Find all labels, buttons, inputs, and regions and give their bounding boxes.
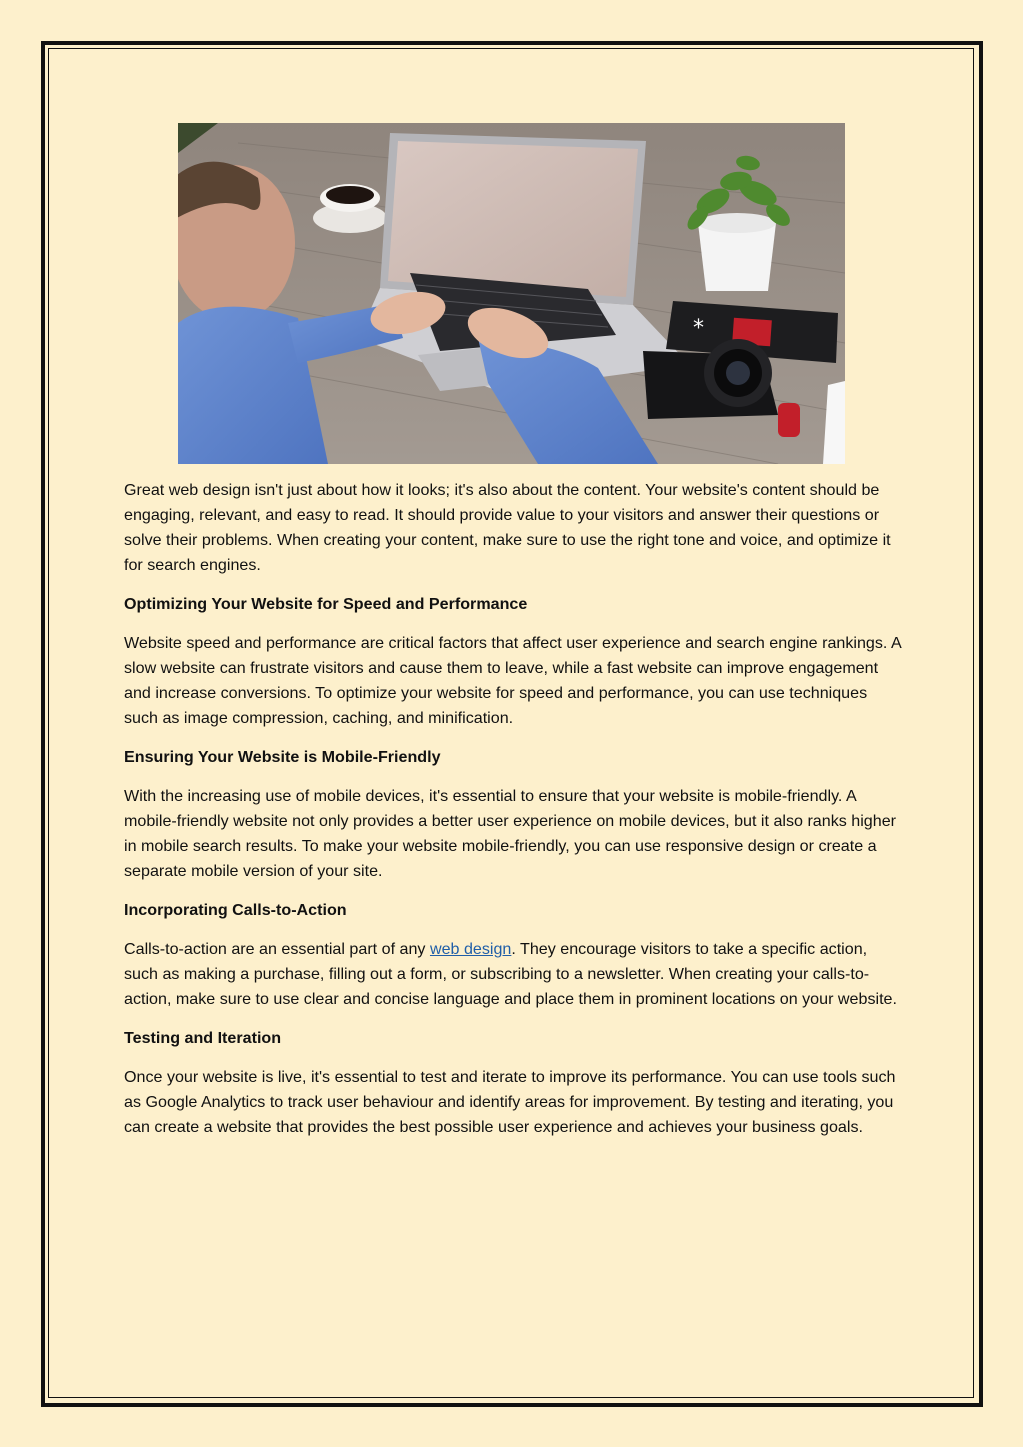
svg-text:*: * [693,316,704,341]
heading-testing-iteration: Testing and Iteration [124,1029,282,1047]
paragraph-speed-performance: Website speed and performance are critical factors that affect user experience and search engine rankings. A slow website can frustrate visitors and cause them to leave, while a fast website can improve engagement and increase conversions. To optimize your website for speed and performance, you can use techniques such as image compression, caching, and minification. [124,634,901,727]
cta-text-before: Calls-to-action are an essential part of any [124,940,430,958]
heading-calls-to-action: Incorporating Calls-to-Action [124,901,347,919]
web-design-link[interactable]: web design [429,940,512,958]
paragraph-mobile-friendly: With the increasing use of mobile devices, it's essential to ensure that your website is mobile-friendly. A mobile-friendly website not only provides a better user experience on mobile devices, but it also ranks higher in mobile search results. To make your website mobile-friendly, you can use responsive design or create a separate mobile version of your site. [124,787,897,880]
heading-speed-performance: Optimizing Your Website for Speed and Performance [124,595,528,613]
heading-mobile-friendly: Ensuring Your Website is Mobile-Friendly [124,748,441,766]
laptop-desk-photo-icon [178,123,845,464]
intro-paragraph: Great web design isn't just about how it looks; it's also about the content. Your website's content should be engaging, relevant, and easy to read. It should provide value to your visitors and answer their questions or solve their problems. When creating your content, make sure to use the right tone and voice, and optimize it for search engines. [124,481,891,574]
hero-image [178,123,845,464]
paragraph-testing-iteration: Once your website is live, it's essential to test and iterate to improve its performance. You can use tools such as Google Analytics to track user behaviour and identify areas for improvement. By testing and iterating, you can create a website that provides the best possible user experience and achieves your business goals. [124,1068,896,1136]
cta-text-after: . They encourage visitors to take a specific action, such as making a purchase, filling out a form, or subscribing to a newsletter. When creating your calls-to-action, make sure to use clear and concise language and place them in prominent locations on your website. [124,940,897,1008]
paragraph-calls-to-action [124,937,904,1012]
article-body [124,478,904,1154]
